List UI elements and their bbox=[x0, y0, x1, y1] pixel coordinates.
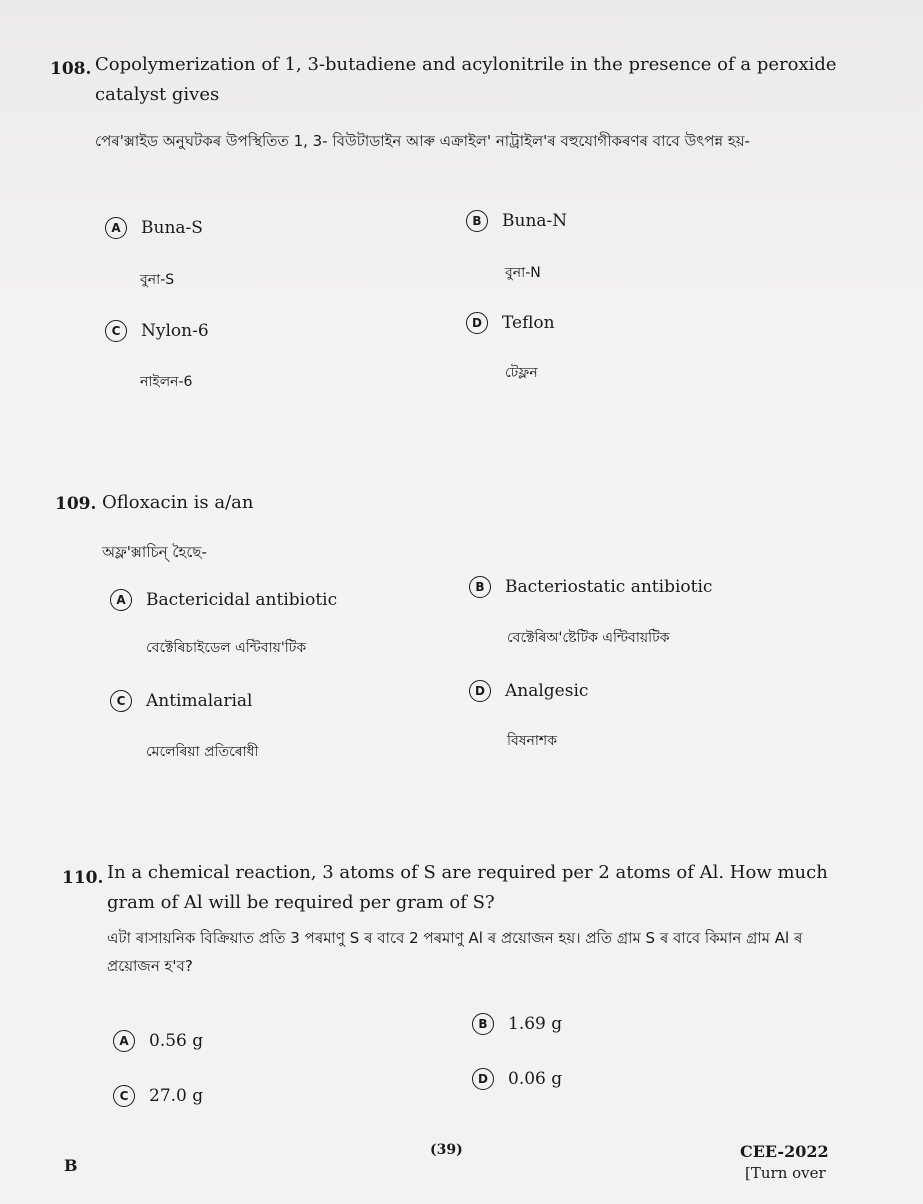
question-number: 110. bbox=[62, 868, 104, 888]
option-a[interactable] bbox=[105, 217, 203, 239]
option-d-text-as: বিষনাশক bbox=[507, 733, 558, 749]
option-c-text-as: নাইলন-6 bbox=[140, 374, 193, 390]
question-stem-en: Copolymerization of 1, 3-butadiene and acylonitrile in the presence of a peroxide catalyst gives bbox=[95, 54, 837, 105]
option-c-text-as: মেলেৰিয়া প্ৰতিৰোধী bbox=[146, 744, 259, 760]
option-a-badge: A bbox=[113, 1030, 135, 1052]
question-stem-en: In a chemical reaction, 3 atoms of S are required per 2 atoms of Al. How much gram of Al will be required per gram of S? bbox=[107, 862, 828, 913]
option-b[interactable] bbox=[469, 576, 712, 598]
question-stem-en: Ofloxacin is a/an bbox=[102, 492, 254, 513]
option-a-text: 0.56 g bbox=[149, 1031, 204, 1051]
option-d-text: Analgesic bbox=[505, 681, 589, 701]
option-b-text-as: বুনা-N bbox=[505, 265, 541, 281]
option-a-badge: A bbox=[110, 589, 132, 611]
option-c-badge: C bbox=[113, 1085, 135, 1107]
option-d-badge: D bbox=[472, 1068, 494, 1090]
series-code: B bbox=[64, 1156, 78, 1175]
option-d-text: 0.06 g bbox=[508, 1069, 563, 1089]
option-b-text: 1.69 g bbox=[508, 1014, 563, 1034]
exam-code: CEE-2022 bbox=[740, 1142, 829, 1161]
option-a-text-as: বেক্টেৰিচাইডেল এন্টিবায়'টিক bbox=[146, 640, 307, 656]
question-number: 109. bbox=[55, 494, 97, 514]
option-c[interactable] bbox=[113, 1085, 203, 1107]
option-b-text-as: বেক্টেৰিঅ'ষ্টেটিক এন্টিবায়টিক bbox=[507, 630, 670, 646]
question-stem-as: এটা ৰাসায়নিক বিক্ৰিয়াত প্ৰতি 3 পৰমাণু S ৰ বাবে 2 পৰমাণু Al ৰ প্ৰয়োজন হয়। প্ৰতি গ্ৰাম S ৰ বাবে কিমান গ্ৰাম Al ৰ প্ৰয়োজন হ'ব? bbox=[107, 929, 803, 975]
option-c-text: 27.0 g bbox=[149, 1086, 204, 1106]
option-c-badge: C bbox=[105, 320, 127, 342]
option-d-badge: D bbox=[469, 680, 491, 702]
turn-over-note: [Turn over bbox=[745, 1164, 826, 1182]
option-d-badge: D bbox=[466, 312, 488, 334]
option-b-badge: B bbox=[472, 1013, 494, 1035]
option-d-text-as: টেফ্লন bbox=[505, 365, 538, 381]
option-b-badge: B bbox=[469, 576, 491, 598]
option-a-badge: A bbox=[105, 217, 127, 239]
option-b-text: Buna-N bbox=[502, 211, 568, 231]
option-c-text: Nylon-6 bbox=[141, 321, 209, 341]
question-number: 108. bbox=[50, 59, 92, 79]
question-stem-as: পেৰ'ক্সাইড অনুঘটকৰ উপস্থিতিত 1, 3- বিউটাডাইন আৰু এক্ৰাইল' নাট্ৰাইল'ৰ বহুযোগীকৰণৰ বাবে উৎপন্ন হয়- bbox=[95, 132, 750, 150]
question-stem-as: অফ্ল'ক্সাচিন্ হৈছে- bbox=[102, 543, 207, 561]
option-b[interactable] bbox=[466, 210, 567, 232]
option-b-badge: B bbox=[466, 210, 488, 232]
option-c-badge: C bbox=[110, 690, 132, 712]
option-d[interactable] bbox=[472, 1068, 562, 1090]
option-a-text-as: বুনা-S bbox=[140, 272, 175, 288]
option-d[interactable] bbox=[469, 680, 588, 702]
option-a[interactable] bbox=[113, 1030, 203, 1052]
option-c-text: Antimalarial bbox=[146, 691, 253, 711]
option-c[interactable] bbox=[110, 690, 252, 712]
option-d[interactable] bbox=[466, 312, 555, 334]
option-a-text: Bactericidal antibiotic bbox=[146, 590, 338, 610]
option-a-text: Buna-S bbox=[141, 218, 203, 238]
option-b[interactable] bbox=[472, 1013, 562, 1035]
option-b-text: Bacteriostatic antibiotic bbox=[505, 577, 713, 597]
page-number: (39) bbox=[430, 1142, 463, 1158]
option-a[interactable] bbox=[110, 589, 337, 611]
option-d-text: Teflon bbox=[502, 313, 555, 333]
option-c[interactable] bbox=[105, 320, 209, 342]
